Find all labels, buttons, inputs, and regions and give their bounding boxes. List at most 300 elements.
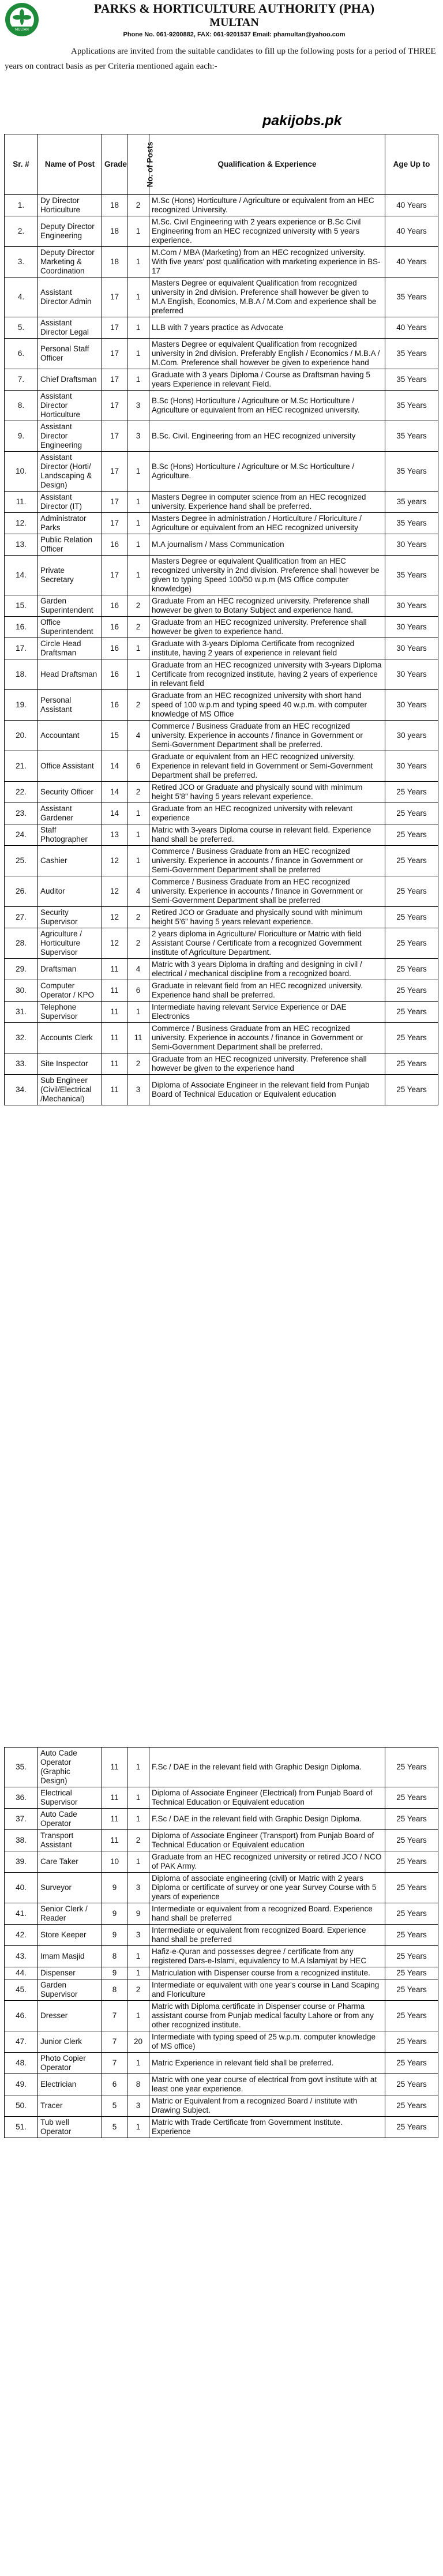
cell-sr: 29. [5, 959, 38, 980]
cell-qualification: Intermediate or equivalent from recognized Board. Experience hand shall be preferred [149, 1925, 385, 1946]
cell-sr: 26. [5, 876, 38, 907]
cell-sr: 48. [5, 2053, 38, 2074]
cell-age: 40 Years [385, 317, 438, 339]
cell-age: 25 Years [385, 1946, 438, 1967]
cell-post: Accounts Clerk [38, 1023, 102, 1053]
cell-qualification: Matric or Equivalent from a recognized Board / institute with Drawing Subject. [149, 2095, 385, 2117]
cell-qualification: Graduate from an HEC recognized university with short hand speed of 100 w.p.m and typing speed 40 w.p.m. with computer knowledge of MS Office [149, 690, 385, 721]
table-row [5, 2001, 438, 2031]
table-row [5, 391, 438, 421]
cell-grade: 13 [102, 824, 127, 846]
cell-sr: 30. [5, 980, 38, 1002]
table-row [5, 2074, 438, 2095]
cell-post: Staff Photographer [38, 824, 102, 846]
cell-sr: 43. [5, 1946, 38, 1967]
cell-sr: 25. [5, 846, 38, 876]
cell-sr: 14. [5, 556, 38, 595]
cell-post: Personal Staff Officer [38, 339, 102, 369]
cell-posts: 4 [127, 959, 149, 980]
table-row [5, 534, 438, 556]
cell-grade: 18 [102, 195, 127, 216]
cell-grade: 16 [102, 690, 127, 721]
table-row [5, 928, 438, 959]
cell-sr: 8. [5, 391, 38, 421]
table-row [5, 2117, 438, 2138]
cell-sr: 35. [5, 1748, 38, 1787]
cell-post: Public Relation Officer [38, 534, 102, 556]
cell-qualification: Graduate in relevant field from an HEC recognized university. Experience hand shall be preferred. [149, 980, 385, 1002]
cell-age: 25 Years [385, 824, 438, 846]
cell-posts: 3 [127, 1925, 149, 1946]
cell-qualification: Graduate from an HEC recognized university with 3-years Diploma Certificate from recognized institute, having 2 years of experience in relevant field [149, 659, 385, 690]
cell-grade: 8 [102, 1946, 127, 1967]
cell-sr: 42. [5, 1925, 38, 1946]
cell-qualification: Commerce / Business Graduate from an HEC recognized university. Experience in accounts / finance in Government or Semi-Government Department shall be preferred [149, 846, 385, 876]
cell-qualification: F.Sc / DAE in the relevant field with Graphic Design Diploma. [149, 1748, 385, 1787]
cell-qualification: Retired JCO or Graduate and physically sound with minimum height 5'6" having 5 years relevant experience. [149, 907, 385, 928]
cell-posts: 1 [127, 1851, 149, 1873]
cell-posts: 3 [127, 421, 149, 452]
cell-posts: 1 [127, 2117, 149, 2138]
cell-sr: 5. [5, 317, 38, 339]
org-contact: Phone No. 061-9200882, FAX: 061-9201537 Email: phamultan@yahoo.com [123, 31, 346, 38]
cell-grade: 16 [102, 638, 127, 659]
cell-age: 25 Years [385, 2095, 438, 2117]
cell-sr: 39. [5, 1851, 38, 1873]
cell-qualification: Matric with 3 years Diploma in drafting and designing in civil / electrical / mechanical discipline from a recognized board. [149, 959, 385, 980]
table-row [5, 803, 438, 824]
cell-posts: 20 [127, 2031, 149, 2053]
cell-age: 25 Years [385, 2074, 438, 2095]
table-row [5, 1748, 438, 1787]
cell-age: 30 Years [385, 617, 438, 638]
cell-posts: 1 [127, 803, 149, 824]
table-row [5, 1809, 438, 1830]
cell-age: 40 Years [385, 247, 438, 278]
cell-post: Assistant Director Legal [38, 317, 102, 339]
cell-grade: 9 [102, 1925, 127, 1946]
cell-sr: 27. [5, 907, 38, 928]
cell-grade: 5 [102, 2117, 127, 2138]
cell-age: 35 Years [385, 369, 438, 391]
cell-grade: 6 [102, 2074, 127, 2095]
cell-posts: 2 [127, 928, 149, 959]
cell-sr: 6. [5, 339, 38, 369]
org-city: MULTAN [209, 16, 259, 29]
cell-grade: 15 [102, 721, 127, 751]
cell-post: Telephone Supervisor [38, 1002, 102, 1023]
cell-qualification: Graduate from an HEC recognized university with relevant experience [149, 803, 385, 824]
cell-qualification: Diploma of Associate Engineer (Electrical) from Punjab Board of Technical Education or Equivalent education [149, 1787, 385, 1809]
cell-posts: 2 [127, 1053, 149, 1075]
cell-age: 25 Years [385, 1830, 438, 1851]
cell-grade: 17 [102, 369, 127, 391]
vacancy-table-continued [4, 1747, 438, 2138]
cell-grade: 12 [102, 928, 127, 959]
cell-posts: 1 [127, 452, 149, 492]
table-row [5, 1002, 438, 1023]
cell-post: Electrical Supervisor [38, 1787, 102, 1809]
cell-age: 35 Years [385, 556, 438, 595]
cell-posts: 1 [127, 1946, 149, 1967]
cell-qualification: Matric Experience in relevant field shall be preferred. [149, 2053, 385, 2074]
cell-sr: 15. [5, 595, 38, 617]
cell-sr: 51. [5, 2117, 38, 2138]
table-row [5, 2031, 438, 2053]
cell-sr: 17. [5, 638, 38, 659]
cell-posts: 1 [127, 1809, 149, 1830]
cell-grade: 12 [102, 846, 127, 876]
cell-qualification: M.Com / MBA (Marketing) from an HEC recognized university. With five years' post qualification with marketing experience in BS-17 [149, 247, 385, 278]
cell-grade: 14 [102, 782, 127, 803]
cell-grade: 18 [102, 247, 127, 278]
col-grade: Grade [102, 134, 127, 195]
cell-post: Accountant [38, 721, 102, 751]
cell-grade: 11 [102, 959, 127, 980]
cell-grade: 18 [102, 216, 127, 247]
table-row [5, 907, 438, 928]
cell-posts: 1 [127, 556, 149, 595]
cell-grade: 12 [102, 907, 127, 928]
table-row [5, 1925, 438, 1946]
cell-age: 30 Years [385, 595, 438, 617]
cell-age: 35 Years [385, 421, 438, 452]
cell-post: Site Inspector [38, 1053, 102, 1075]
table-row [5, 980, 438, 1002]
cell-qualification: M.Sc. Civil Engineering with 2 years experience or B.Sc Civil Engineering from an HEC recognized university with 5 years experience. [149, 216, 385, 247]
cell-age: 30 years [385, 721, 438, 751]
cell-grade: 14 [102, 751, 127, 782]
cell-age: 25 Years [385, 1873, 438, 1903]
cell-qualification: Intermediate or equivalent with one year's course in Land Scaping and Floriculture [149, 1979, 385, 2001]
cell-posts: 2 [127, 195, 149, 216]
cell-qualification: Graduate from an HEC recognized university or retired JCO / NCO of PAK Army. [149, 1851, 385, 1873]
cell-posts: 1 [127, 513, 149, 534]
cell-qualification: Masters Degree in administration / Horticulture / Floriculture / Agriculture or equivalent from an HEC recognized university [149, 513, 385, 534]
cell-qualification: Matric with one year course of electrical from govt institute with at least one year experience. [149, 2074, 385, 2095]
cell-posts: 1 [127, 278, 149, 317]
table-row [5, 1946, 438, 1967]
cell-post: Personal Assistant [38, 690, 102, 721]
cell-sr: 16. [5, 617, 38, 638]
cell-grade: 5 [102, 2095, 127, 2117]
cell-qualification: Intermediate or equivalent from a recognized Board. Experience hand shall be preferred [149, 1903, 385, 1925]
cell-age: 25 Years [385, 2053, 438, 2074]
cell-posts: 1 [127, 317, 149, 339]
cell-grade: 11 [102, 1002, 127, 1023]
table-row [5, 751, 438, 782]
table-row [5, 1023, 438, 1053]
cell-post: Senior Clerk / Reader [38, 1903, 102, 1925]
cell-posts: 8 [127, 2074, 149, 2095]
cell-post: Assistant Director Horticulture [38, 391, 102, 421]
cell-grade: 7 [102, 2053, 127, 2074]
cell-posts: 1 [127, 1002, 149, 1023]
cell-grade: 17 [102, 421, 127, 452]
cell-grade: 14 [102, 803, 127, 824]
cell-grade: 12 [102, 876, 127, 907]
cell-qualification: Hafiz-e-Quran and possesses degree / certificate from any registered Dars-e-Islami, equivalency to M.A Islamiyat by HEC [149, 1946, 385, 1967]
cell-age: 40 Years [385, 195, 438, 216]
cell-post: Chief Draftsman [38, 369, 102, 391]
cell-age: 25 Years [385, 2001, 438, 2031]
cell-qualification: Graduate from an HEC recognized university. Preference shall however be given to experience hand. [149, 617, 385, 638]
cell-grade: 9 [102, 1903, 127, 1925]
cell-posts: 11 [127, 1023, 149, 1053]
cell-grade: 16 [102, 595, 127, 617]
cell-age: 25 Years [385, 1075, 438, 1105]
cell-grade: 16 [102, 617, 127, 638]
cell-sr: 9. [5, 421, 38, 452]
cell-qualification: Graduate with 3-years Diploma Certificate from recognized institute, having 2 years of experience in relevant field [149, 638, 385, 659]
cell-post: Computer Operator / KPO [38, 980, 102, 1002]
cell-age: 25 Years [385, 1787, 438, 1809]
cell-age: 25 Years [385, 846, 438, 876]
cell-sr: 19. [5, 690, 38, 721]
cell-sr: 3. [5, 247, 38, 278]
cell-grade: 8 [102, 1979, 127, 2001]
cell-grade: 17 [102, 278, 127, 317]
vacancy-table [4, 134, 438, 1105]
cell-sr: 40. [5, 1873, 38, 1903]
cell-post: Administrator Parks [38, 513, 102, 534]
cell-sr: 37. [5, 1809, 38, 1830]
cell-posts: 4 [127, 876, 149, 907]
cell-sr: 21. [5, 751, 38, 782]
cell-grade: 11 [102, 1787, 127, 1809]
cell-sr: 32. [5, 1023, 38, 1053]
table-row [5, 1787, 438, 1809]
cell-age: 35 Years [385, 391, 438, 421]
table-row [5, 721, 438, 751]
cell-grade: 11 [102, 1075, 127, 1105]
table-row [5, 2053, 438, 2074]
cell-grade: 11 [102, 1809, 127, 1830]
cell-age: 30 Years [385, 638, 438, 659]
cell-posts: 3 [127, 1873, 149, 1903]
cell-qualification: Diploma of associate engineering (civil) or Matric with 2 years Diploma or certificate of survey or one year Survey Course with 5 years of experience [149, 1873, 385, 1903]
cell-post: Private Secretary [38, 556, 102, 595]
cell-posts: 1 [127, 2001, 149, 2031]
cell-qualification: B.Sc (Hons) Horticulture / Agriculture or M.Sc Horticulture / Agriculture. [149, 452, 385, 492]
table-row [5, 421, 438, 452]
cell-qualification: Graduate with 3 years Diploma / Course as Draftsman having 5 years Experience in relevant Field. [149, 369, 385, 391]
org-name: PARKS & HORTICULTURE AUTHORITY (PHA) [93, 1, 375, 16]
cell-posts: 1 [127, 659, 149, 690]
table-row [5, 595, 438, 617]
table-row [5, 1903, 438, 1925]
cell-qualification: B.Sc. Civil. Engineering from an HEC recognized university [149, 421, 385, 452]
cell-age: 35 Years [385, 339, 438, 369]
cell-age: 25 Years [385, 1925, 438, 1946]
cell-posts: 1 [127, 534, 149, 556]
cell-posts: 1 [127, 824, 149, 846]
cell-post: Garden Superintendent [38, 595, 102, 617]
cell-posts: 3 [127, 1075, 149, 1105]
cell-posts: 6 [127, 980, 149, 1002]
table-row [5, 1830, 438, 1851]
cell-sr: 44. [5, 1967, 38, 1979]
cell-post: Deputy Director Marketing & Coordination [38, 247, 102, 278]
cell-post: Auto Cade Operator [38, 1809, 102, 1830]
cell-age: 25 Years [385, 1903, 438, 1925]
cell-qualification: Masters Degree in computer science from an HEC recognized university. Experience hand shall be preferred. [149, 492, 385, 513]
cell-post: Sub Engineer (Civil/Electrical /Mechanical) [38, 1075, 102, 1105]
col-age: Age Up to [385, 134, 438, 195]
cell-grade: 11 [102, 980, 127, 1002]
table-row [5, 1851, 438, 1873]
cell-posts: 2 [127, 782, 149, 803]
cell-age: 30 Years [385, 659, 438, 690]
table-row [5, 278, 438, 317]
cell-age: 25 Years [385, 980, 438, 1002]
col-posts: No. of Posts [127, 134, 149, 195]
cell-grade: 11 [102, 1830, 127, 1851]
table-row [5, 690, 438, 721]
cell-post: Dresser [38, 2001, 102, 2031]
table-row [5, 317, 438, 339]
cell-age: 25 Years [385, 2031, 438, 2053]
cell-grade: 16 [102, 534, 127, 556]
cell-posts: 3 [127, 2095, 149, 2117]
cell-posts: 1 [127, 1967, 149, 1979]
cell-posts: 1 [127, 492, 149, 513]
cell-post: Tracer [38, 2095, 102, 2117]
cell-qualification: LLB with 7 years practice as Advocate [149, 317, 385, 339]
cell-post: Auditor [38, 876, 102, 907]
table-row [5, 638, 438, 659]
cell-age: 25 Years [385, 1053, 438, 1075]
cell-age: 25 Years [385, 803, 438, 824]
cell-posts: 1 [127, 339, 149, 369]
cell-qualification: Matriculation with Dispenser course from a recognized institute. [149, 1967, 385, 1979]
cell-qualification: Graduate From an HEC recognized university. Preference shall however be given to Botany Subject and experience hand. [149, 595, 385, 617]
cell-post: Cashier [38, 846, 102, 876]
cell-qualification: Masters Degree or equivalent Qualification from recognized university in 2nd division. Preference shall however be given to M.A English, Economics, M.B.A / M.Com and experience shall be preferred [149, 278, 385, 317]
cell-age: 35 years [385, 492, 438, 513]
watermark: pakijobs.pk [262, 113, 342, 129]
cell-age: 25 Years [385, 1967, 438, 1979]
cell-age: 30 Years [385, 751, 438, 782]
cell-posts: 9 [127, 1903, 149, 1925]
cell-sr: 11. [5, 492, 38, 513]
cell-sr: 45. [5, 1979, 38, 2001]
cell-qualification: B.Sc (Hons) Horticulture / Agriculture or M.Sc Horticulture / Agriculture or equivalent from an HEC recognized university. [149, 391, 385, 421]
cell-grade: 17 [102, 556, 127, 595]
cell-age: 25 Years [385, 907, 438, 928]
cell-qualification: Matric with Diploma certificate in Dispenser course or Pharma assistant course from Punjab medical faculty Lahore or from any other recognized institute. [149, 2001, 385, 2031]
cell-post: Circle Head Draftsman [38, 638, 102, 659]
cell-post: Security Supervisor [38, 907, 102, 928]
cell-post: Store Keeper [38, 1925, 102, 1946]
cell-grade: 11 [102, 1053, 127, 1075]
cell-post: Assistant Gardener [38, 803, 102, 824]
cell-posts: 1 [127, 846, 149, 876]
cell-post: Assistant Director (Horti/ Landscaping & Design) [38, 452, 102, 492]
cell-sr: 7. [5, 369, 38, 391]
cell-post: Office Superintendent [38, 617, 102, 638]
table-row [5, 247, 438, 278]
cell-age: 25 Years [385, 782, 438, 803]
cell-grade: 17 [102, 513, 127, 534]
col-sr: Sr. # [5, 134, 38, 195]
cell-grade: 17 [102, 391, 127, 421]
intro-paragraph: Applications are invited from the suitable candidates to fill up the following posts for a period of THREE years on contract basis as per Criteria mentioned again each:- [5, 47, 436, 71]
cell-age: 25 Years [385, 1748, 438, 1787]
cell-sr: 22. [5, 782, 38, 803]
cell-age: 25 Years [385, 2117, 438, 2138]
cell-posts: 1 [127, 216, 149, 247]
cell-qualification: Commerce / Business Graduate from an HEC recognized university. Experience in accounts / finance in Government or Semi-Government Department shall be preferred. [149, 721, 385, 751]
cell-sr: 23. [5, 803, 38, 824]
cell-grade: 17 [102, 317, 127, 339]
cell-post: Dy Director Horticulture [38, 195, 102, 216]
table-row [5, 556, 438, 595]
cell-posts: 2 [127, 1830, 149, 1851]
cell-post: Assistant Director Admin [38, 278, 102, 317]
cell-post: Office Assistant [38, 751, 102, 782]
table-row [5, 617, 438, 638]
cell-sr: 13. [5, 534, 38, 556]
cell-sr: 10. [5, 452, 38, 492]
cell-qualification: Masters Degree or equivalent Qualification from recognized university in 2nd division. Preferably English / Economics / M.B.A / M.Com. Preference shall however be given to experience hand [149, 339, 385, 369]
cell-qualification: Commerce / Business Graduate from an HEC recognized university. Experience in accounts / finance in Government or Semi-Government Department shall be preferred [149, 876, 385, 907]
cell-age: 35 Years [385, 278, 438, 317]
cell-post: Draftsman [38, 959, 102, 980]
cell-sr: 24. [5, 824, 38, 846]
cell-post: Transport Assistant [38, 1830, 102, 1851]
cell-sr: 46. [5, 2001, 38, 2031]
cell-posts: 1 [127, 638, 149, 659]
cell-grade: 11 [102, 1023, 127, 1053]
cell-qualification: Matric with 3-years Diploma course in relevant field. Experience hand shall be preferred. [149, 824, 385, 846]
cell-qualification: M.Sc (Hons) Horticulture / Agriculture or equivalent from an HEC recognized University. [149, 195, 385, 216]
cell-posts: 2 [127, 1979, 149, 2001]
table-row [5, 782, 438, 803]
cell-sr: 33. [5, 1053, 38, 1075]
cell-grade: 7 [102, 2001, 127, 2031]
cell-sr: 36. [5, 1787, 38, 1809]
cell-sr: 41. [5, 1903, 38, 1925]
cell-sr: 47. [5, 2031, 38, 2053]
cell-grade: 16 [102, 659, 127, 690]
cell-qualification: Graduate or equivalent from an HEC recognized university. Experience in relevant field in Government or Semi-Government Department shall be preferred. [149, 751, 385, 782]
table-row [5, 195, 438, 216]
table-row [5, 216, 438, 247]
cell-grade: 10 [102, 1851, 127, 1873]
cell-qualification: Intermediate having relevant Service Experience or DAE Electronics [149, 1002, 385, 1023]
cell-post: Agriculture / Horticulture Supervisor [38, 928, 102, 959]
cell-qualification: M.A journalism / Mass Communication [149, 534, 385, 556]
col-post: Name of Post [38, 134, 102, 195]
cell-posts: 1 [127, 1748, 149, 1787]
table-row [5, 876, 438, 907]
cell-grade: 17 [102, 452, 127, 492]
cell-post: Garden Supervisor [38, 1979, 102, 2001]
cell-sr: 2. [5, 216, 38, 247]
cell-posts: 3 [127, 391, 149, 421]
cell-post: Tub well Operator [38, 2117, 102, 2138]
cell-age: 30 Years [385, 690, 438, 721]
cell-sr: 1. [5, 195, 38, 216]
table-row [5, 959, 438, 980]
table-row [5, 1053, 438, 1075]
cell-post: Deputy Director Engineering [38, 216, 102, 247]
cell-age: 25 Years [385, 1809, 438, 1830]
cell-post: Junior Clerk [38, 2031, 102, 2053]
cell-posts: 1 [127, 2053, 149, 2074]
table-row [5, 1979, 438, 2001]
